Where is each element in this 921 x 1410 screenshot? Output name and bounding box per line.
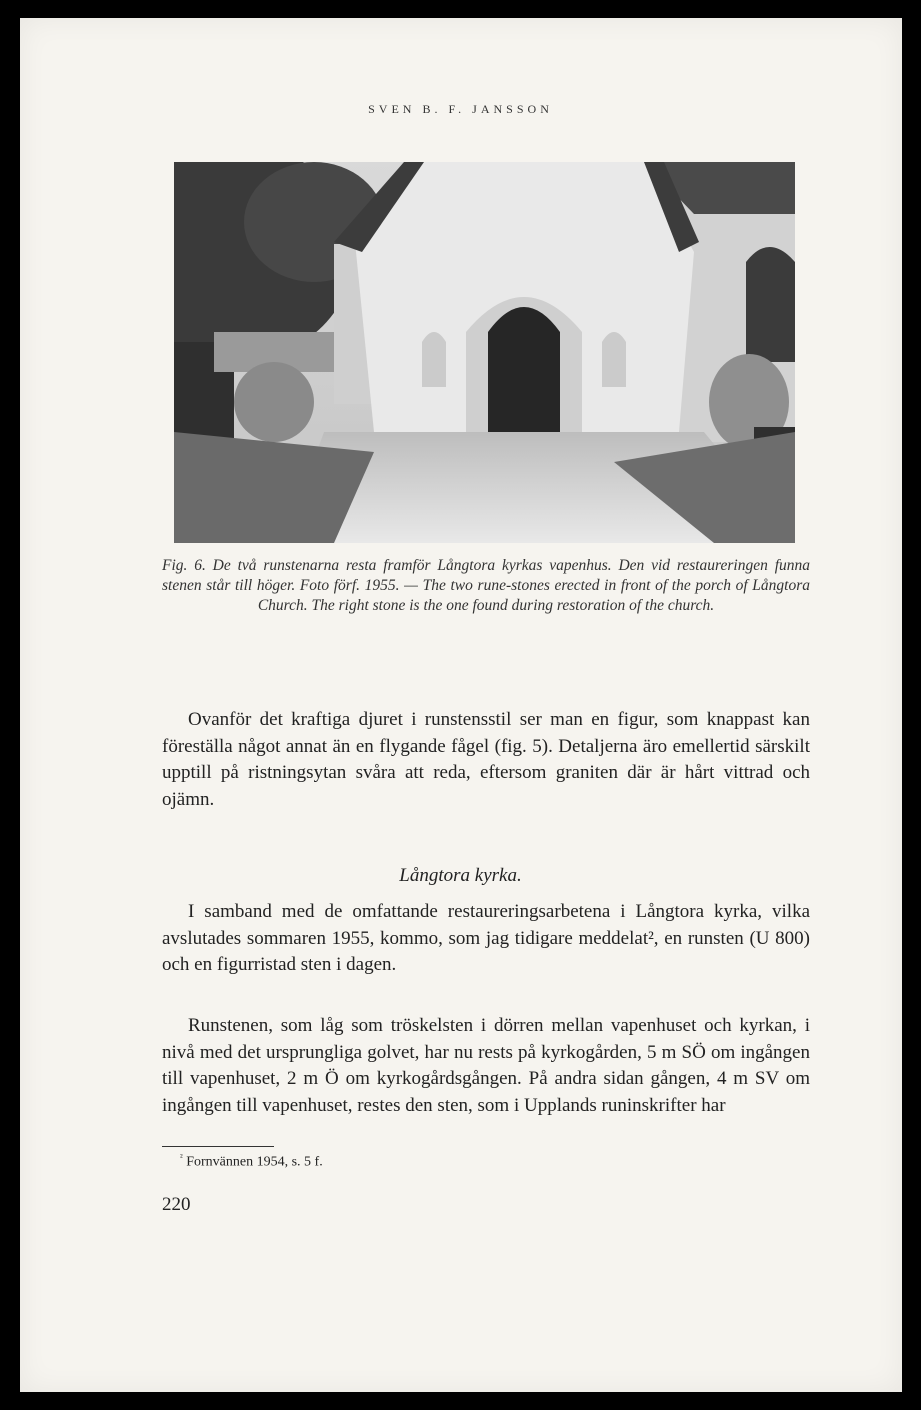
footnote-text: Fornvännen 1954, s. 5 f. — [186, 1154, 323, 1170]
section-heading: Långtora kyrka. — [399, 865, 522, 886]
figure-caption: Fig. 6. De två runstenarna resta framför Långtora kyrkas vapenhus. Den vid restaureringen funna stenen står till höger. Foto förf. 1955. — The two rune-stones erected in front of the porch of Långtora Church. The right stone is the one found during restoration of the church. — [162, 557, 810, 614]
paragraph-2 — [162, 899, 810, 979]
paragraph-3 — [162, 1013, 810, 1119]
footnote-rule — [162, 1146, 274, 1147]
footnote-marker: ² — [180, 1152, 183, 1162]
paragraph-1 — [162, 707, 810, 813]
footnote — [180, 1152, 323, 1171]
running-header: SVEN B. F. JANSSON — [368, 102, 553, 116]
paragraph-3-text: Runstenen, som låg som tröskelsten i dörren mellan vapenhuset och kyrkan, i nivå med det ursprungliga golvet, har nu rests på kyrkogården, 5 m SÖ om ingången till vapenhuset, 2 m Ö om kyrkogårdsgången. På andra sidan gången, 4 m SV om ingången till vapenhuset, restes den sten, som i Upplands runinskrifter har — [162, 1015, 810, 1116]
paragraph-2-text: I samband med de omfattande restaureringsarbetena i Långtora kyrka, vilka avslutades sommaren 1955, kommo, som jag tidigare meddelat², en runsten (U 800) och en figurristad sten i dagen. — [162, 901, 810, 975]
church-porch-photo — [174, 162, 795, 543]
paragraph-1-text: Ovanför det kraftiga djuret i runstensstil ser man en figur, som knappast kan föreställa något annat än en flygande fågel (fig. 5). Detaljerna äro emellertid särskilt upptill på ristningsytan svåra att reda, eftersom graniten där är hårt vittrad och ojämn. — [162, 709, 810, 810]
page-number: 220 — [162, 1194, 191, 1215]
